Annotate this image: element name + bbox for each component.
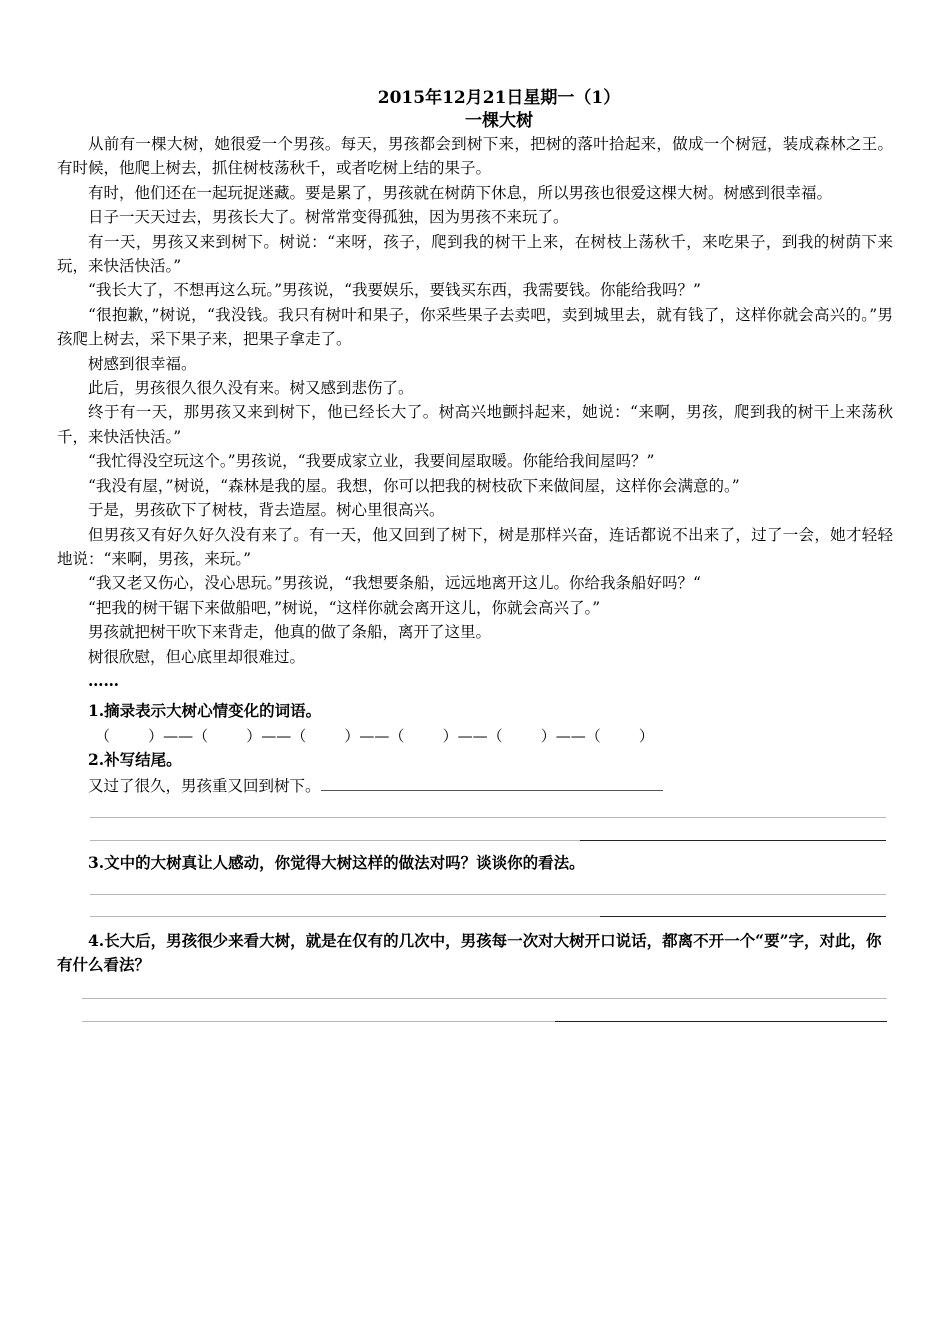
answer-line[interactable]: [82, 1021, 887, 1022]
answer-line[interactable]: [90, 916, 886, 917]
story-paragraph: 男孩就把树干吹下来背走，他真的做了条船，离开了这里。: [88, 623, 492, 642]
story-paragraph: 树很欣慰，但心底里却很难过。: [88, 647, 306, 666]
story-paragraph: “我没有屋，”树说，“森林是我的屋。我想，你可以把我的树枝砍下来做间屋，这样你会满意的。”: [88, 476, 740, 495]
story-paragraph: 日子一天天过去，男孩长大了。树常常变得孤独，因为男孩不来玩了。: [88, 208, 569, 227]
question-1: 1.摘录表示大树心情变化的词语。: [88, 701, 322, 721]
question-3: 3.文中的大树真让人感动，你觉得大树这样的做法对吗？谈谈你的看法。: [88, 852, 585, 872]
story-paragraph: “把我的树干锯下来做船吧，”树说，“这样你就会离开这儿，你就会高兴了。”: [88, 598, 601, 617]
story-paragraph: “我长大了，不想再这么玩。”男孩说，“我要娱乐，要钱买东西，我需要钱。你能给我吗？”: [88, 281, 701, 300]
story-ellipsis: ……: [88, 670, 119, 690]
question-2-prompt: 又过了很久，男孩重又回到树下。: [88, 777, 321, 796]
story-title: 一棵大树: [465, 111, 533, 131]
question-1-blanks[interactable]: （ ）——（ ）——（ ）——（ ）——（ ）——（ ）: [95, 726, 654, 745]
story-paragraph: 树感到很幸福。: [88, 354, 197, 373]
story-paragraph: 有一天，男孩又来到树下。树说：“来呀，孩子，爬到我的树干上来，在树枝上荡秋千，来吃果子，到我的树荫下来玩，来快活快活。”: [57, 232, 893, 276]
story-paragraph: 于是，男孩砍下了树枝，背去造屋。树心里很高兴。: [88, 501, 445, 520]
story-paragraph: 有时，他们还在一起玩捉迷藏。要是累了，男孩就在树荫下休息，所以男孩也很爱这棵大树。树感到很幸福。: [88, 183, 833, 202]
story-paragraph: 但男孩又有好久好久没有来了。有一天，他又回到了树下，树是那样兴奋，连话都说不出来了，过了一会，她才轻轻地说：“来啊，男孩，来玩。”: [57, 525, 893, 568]
story-body: [57, 132, 893, 693]
story-paragraph: 此后，男孩很久很久没有来。树又感到悲伤了。: [88, 379, 414, 398]
story-paragraph: “我又老又伤心，没心思玩。”男孩说，“我想要条船，远远地离开这儿。你给我条船好吗？“: [88, 574, 701, 593]
date-heading: 2015年12月21日星期一（1）: [377, 88, 621, 108]
story-paragraph: 从前有一棵大树，她很爱一个男孩。每天，男孩都会到树下来，把树的落叶拾起来，做成一个树冠，装成森林之王。有时候，他爬上树去，抓住树枝荡秋千，或者吃树上结的果子。: [57, 135, 893, 178]
question-2: 2.补写结尾。: [88, 749, 182, 769]
answer-blank[interactable]: [321, 774, 663, 791]
question-2-prompt-line: [57, 774, 893, 798]
story-paragraph: “我忙得没空玩这个。”男孩说，“我要成家立业，我要间屋取暖。你能给我间屋吗？”: [88, 452, 655, 471]
worksheet-page: [57, 86, 893, 1022]
question-4: 4.长大后，男孩很少来看大树，就是在仅有的几次中，男孩每一次对大树开口说话，都离不开一个“要”字，对此，你有什么看法？: [57, 930, 882, 975]
story-paragraph: 终于有一天，那男孩又来到树下，他已经长大了。树高兴地颤抖起来，她说：“来啊，男孩，爬到我的树干上来荡秋千，来快活快活。”: [57, 403, 893, 446]
answer-line[interactable]: [90, 840, 886, 841]
story-paragraph: “很抱歉，”树说，“我没钱。我只有树叶和果子，你采些果子去卖吧，卖到城里去，就有钱了，这样你就会高兴的。”男孩爬上树去，采下果子来，把果子拿走了。: [57, 305, 893, 349]
